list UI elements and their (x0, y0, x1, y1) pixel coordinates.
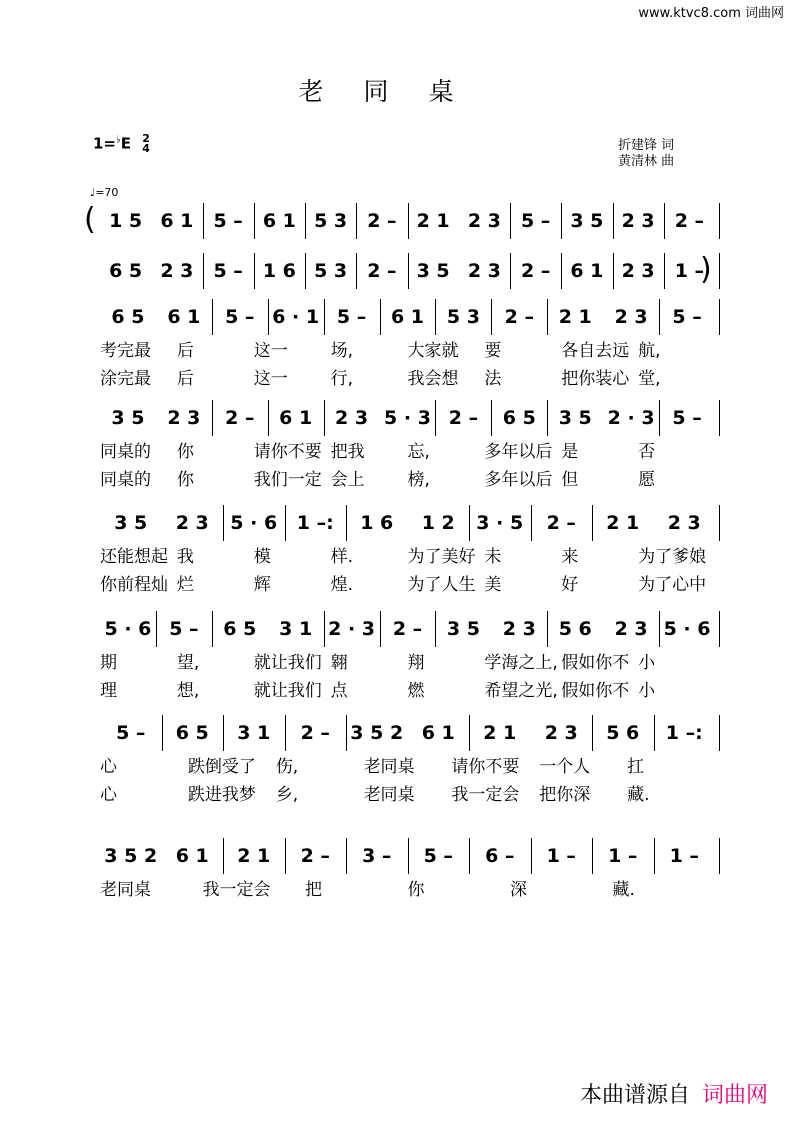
bar-line (654, 715, 655, 751)
note-group: 5 – (116, 722, 146, 744)
lyric-word: 小 (638, 681, 656, 701)
lyric-word: 翔 (407, 653, 425, 673)
note-group: 2 – (448, 407, 479, 429)
note-group: 1 2 (421, 512, 455, 534)
lyric-word: 请你不要 (253, 442, 322, 462)
lyric-word: 后 (176, 341, 194, 361)
bar-line (719, 505, 720, 541)
bar-line (324, 400, 325, 436)
lyric-word: 为了美好 (407, 547, 476, 567)
note-group: 2 · 3 (328, 618, 376, 640)
note-group: 6 5 (223, 618, 257, 640)
bar-line (285, 715, 286, 751)
note-group: 2 3 (621, 210, 655, 232)
lyric-word: 我们一定 (253, 470, 322, 490)
note-group: 1 – (546, 845, 576, 867)
lyric-word: 深 (510, 880, 527, 900)
page-title: 老同桌 (298, 77, 494, 106)
note-group: 5 3 (314, 260, 348, 282)
note-group: 3 5 2 (350, 722, 404, 744)
lyric-word: 考完最 (100, 341, 151, 361)
note-group: 2 – (504, 306, 534, 328)
note-group: 1 –: (665, 722, 703, 744)
bar-line (719, 253, 720, 289)
lyric-word: 后 (176, 369, 194, 389)
note-group: 1 – (669, 845, 699, 867)
note-group: 2 3 (467, 260, 501, 282)
lyric-word: 想, (176, 681, 200, 701)
lyric-word: 否 (638, 442, 656, 462)
note-group: 2 – (367, 210, 397, 232)
bar-line (223, 505, 224, 541)
lyric-word: 假如你不 (561, 681, 630, 701)
lyric-word: 为了心中 (638, 575, 707, 595)
note-group: 6 1 (390, 306, 425, 328)
lyric-word: 期 (100, 653, 117, 673)
bar-line (305, 203, 306, 239)
lyric-word: 这一 (253, 369, 288, 389)
bar-line (162, 715, 163, 751)
note-group: 5 · 6 (104, 618, 152, 640)
note-group: 5 · 6 (663, 618, 711, 640)
bar-line (254, 203, 255, 239)
note-group: 6 1 (262, 210, 296, 232)
note-group: 3 5 (570, 210, 604, 232)
note-group: 2 3 (467, 210, 501, 232)
bar-line (659, 400, 660, 436)
bar-line (664, 203, 665, 239)
note-group: 6 1 (175, 845, 209, 867)
bar-line (592, 505, 593, 541)
note-group: 2 – (392, 618, 423, 640)
lyric-word: 把我 (330, 442, 365, 462)
time-signature: 2 4 (142, 132, 150, 155)
note-group: 2 3 (175, 512, 209, 534)
lyric-word: 你 (407, 880, 425, 900)
bar-line (719, 838, 720, 874)
lyric-word: 未 (484, 547, 502, 567)
intro-close-paren: ) (700, 252, 712, 287)
lyric-word: 一个人 (539, 757, 591, 777)
note-group: 6 5 (109, 260, 143, 282)
bar-line (324, 611, 325, 647)
lyric-word: 堂, (638, 369, 661, 389)
lyric-word: 辉 (253, 575, 271, 595)
bar-line (346, 715, 347, 751)
note-group: 2 3 (544, 722, 578, 744)
bar-line (719, 400, 720, 436)
note-group: 5 – (336, 306, 367, 328)
lyricist: 折建锋 词 (618, 138, 675, 153)
bar-line (547, 299, 548, 335)
bar-line (664, 253, 665, 289)
bar-line (212, 299, 213, 335)
note-group: 5 – (213, 210, 243, 232)
bar-line (254, 253, 255, 289)
bar-line (531, 838, 532, 874)
bar-line (305, 253, 306, 289)
bar-line (268, 400, 269, 436)
lyric-word: 烂 (176, 575, 194, 595)
note-group: 5 – (213, 260, 243, 282)
lyric-word: 要 (484, 341, 502, 361)
note-group: 2 – (674, 210, 705, 232)
lyric-word: 跌进我梦 (187, 785, 256, 805)
bar-line (408, 253, 409, 289)
lyric-word: 煌. (330, 575, 354, 595)
lyric-word: 就让我们 (253, 653, 322, 673)
composer: 黄清林 曲 (618, 154, 675, 169)
bar-line (356, 203, 357, 239)
lyric-word: 点 (330, 681, 348, 701)
note-group: 2 3 (667, 512, 701, 534)
bar-line (268, 299, 269, 335)
bar-line (223, 715, 224, 751)
note-group: 5 – (225, 306, 255, 328)
note-group: 2 1 (606, 512, 640, 534)
bar-line (613, 253, 614, 289)
lyric-word: 学海之上, (484, 653, 558, 673)
lyric-word: 就让我们 (253, 681, 322, 701)
lyric-word: 同桌的 (100, 442, 151, 462)
lyric-word: 你 (176, 442, 194, 462)
intro-open-paren: ( (84, 202, 96, 237)
lyric-word: 小 (638, 653, 656, 673)
lyric-word: 翱 (330, 653, 348, 673)
bar-line (719, 299, 720, 335)
note-group: 5 6 (558, 618, 592, 640)
bar-line (613, 203, 614, 239)
note-group: 3 5 (446, 618, 480, 640)
note-group: 3 5 (558, 407, 592, 429)
note-group: 2 1 (483, 722, 517, 744)
bar-line (285, 505, 286, 541)
lyric-word: 会上 (330, 470, 365, 490)
note-group: 2 3 (160, 260, 194, 282)
footer-brand: 词曲网 (701, 1083, 768, 1108)
lyric-word: 美 (484, 575, 502, 595)
lyric-word: 望, (176, 653, 200, 673)
bar-line (547, 611, 548, 647)
note-group: 3 5 (114, 512, 148, 534)
note-group: 6 5 (175, 722, 209, 744)
bar-line (435, 611, 436, 647)
note-group: 3 – (362, 845, 392, 867)
lyric-word: 场, (330, 341, 354, 361)
lyric-word: 藏. (612, 880, 635, 900)
tempo-marking: ♩=70 (90, 186, 119, 199)
note-group: 5 3 (314, 210, 348, 232)
note-group: 1 6 (262, 260, 296, 282)
bar-line (408, 203, 409, 239)
lyric-word: 我会想 (407, 369, 459, 389)
bar-line (561, 203, 562, 239)
lyric-word: 为了人生 (407, 575, 476, 595)
lyric-word: 请你不要 (451, 757, 520, 777)
lyric-word: 跌倒受了 (187, 757, 256, 777)
note-group: 5 – (423, 845, 453, 867)
bar-line (380, 299, 381, 335)
bar-line (223, 838, 224, 874)
lyric-word: 你前程灿 (100, 575, 168, 595)
lyric-word: 乡, (275, 785, 299, 805)
note-group: 2 – (300, 722, 330, 744)
lyric-word: 为了爹娘 (638, 547, 707, 567)
note-group: 1 5 (109, 210, 143, 232)
bar-line (203, 203, 204, 239)
note-group: 2 – (367, 260, 397, 282)
lyric-word: 假如你不 (561, 653, 630, 673)
lyric-word: 模 (253, 547, 271, 567)
note-group: 2 3 (621, 260, 655, 282)
lyric-word: 忘, (407, 442, 430, 462)
note-group: 2 · 3 (607, 407, 655, 429)
bar-line (654, 838, 655, 874)
note-group: 3 5 (416, 260, 450, 282)
lyric-word: 希望之光, (484, 681, 558, 701)
lyric-word: 伤, (275, 757, 299, 777)
note-group: 3 1 (237, 722, 271, 744)
note-group: 5 – (520, 210, 551, 232)
key-signature: 1=♭E 2 4 (93, 132, 150, 155)
note-group: 6 1 (570, 260, 604, 282)
lyric-word: 愿 (638, 470, 656, 490)
note-group: 5 · 3 (384, 407, 431, 429)
bar-line (435, 299, 436, 335)
lyric-word: 把你深 (539, 785, 591, 805)
lyric-word: 心 (100, 785, 117, 805)
bar-line (510, 253, 511, 289)
bar-line (324, 299, 325, 335)
note-group: 2 3 (614, 618, 648, 640)
note-group: 3 5 (111, 407, 145, 429)
bar-line (592, 715, 593, 751)
note-group: 5 · 6 (230, 512, 278, 534)
note-group: 2 3 (502, 618, 536, 640)
bar-line (547, 400, 548, 436)
lyric-word: 榜, (407, 470, 430, 490)
lyric-word: 我一定会 (202, 880, 271, 900)
credits (618, 138, 674, 170)
lyric-word: 是 (561, 442, 579, 462)
lyric-word: 好 (561, 575, 579, 595)
lyric-word: 扛 (627, 757, 645, 777)
lyric-word: 我一定会 (451, 785, 520, 805)
lyric-word: 心 (100, 757, 117, 777)
lyric-word: 老同桌 (100, 880, 151, 900)
lyric-word: 老同桌 (363, 757, 415, 777)
bar-line (469, 838, 470, 874)
bar-line (380, 611, 381, 647)
note-group: 6 · 1 (272, 306, 320, 328)
note-group: 6 1 (160, 210, 194, 232)
note-group: 6 5 (502, 407, 536, 429)
note-group: 2 – (300, 845, 330, 867)
bar-line (659, 299, 660, 335)
lyric-word: 把 (305, 880, 322, 900)
note-group: 5 – (672, 407, 702, 429)
note-group: 3 1 (279, 618, 313, 640)
note-group: 1 –: (296, 512, 334, 534)
note-group: 6 1 (279, 407, 313, 429)
bar-line (346, 505, 347, 541)
note-group: 2 3 (167, 407, 201, 429)
note-group: 6 1 (421, 722, 455, 744)
bar-line (435, 400, 436, 436)
bar-line (659, 611, 660, 647)
bar-line (561, 253, 562, 289)
lyric-word: 航, (638, 341, 661, 361)
lyric-word: 但 (561, 470, 579, 490)
note-group: 2 1 (237, 845, 271, 867)
lyric-word: 把你装心 (561, 369, 630, 389)
site-watermark: www.ktvc8.com 词曲网 (638, 6, 784, 21)
note-group: 2 1 (558, 306, 592, 328)
note-group: 3 5 2 (104, 845, 158, 867)
lyric-word: 我 (176, 547, 194, 567)
note-group: 1 6 (360, 512, 394, 534)
bar-line (531, 505, 532, 541)
bar-line (156, 611, 157, 647)
lyric-word: 行, (330, 369, 354, 389)
note-group: 2 3 (614, 306, 648, 328)
lyric-word: 你 (176, 470, 194, 490)
bar-line (510, 203, 511, 239)
note-group: 2 1 (416, 210, 450, 232)
lyric-word: 这一 (253, 341, 288, 361)
bar-line (719, 611, 720, 647)
note-group: 3 · 5 (476, 512, 524, 534)
bar-line (346, 838, 347, 874)
lyric-word: 同桌的 (100, 470, 151, 490)
lyric-word: 来 (561, 547, 579, 567)
note-group: 6 5 (111, 306, 145, 328)
bar-line (719, 715, 720, 751)
lyric-word: 多年以后 (484, 470, 553, 490)
bar-line (592, 838, 593, 874)
bar-line (212, 611, 213, 647)
bar-line (719, 203, 720, 239)
lyric-word: 各自去远 (561, 341, 630, 361)
footer: 本曲谱源自 词曲网 (579, 1083, 768, 1108)
lyric-word: 理 (100, 681, 117, 701)
bar-line (212, 400, 213, 436)
note-group: 5 6 (606, 722, 640, 744)
note-group: 5 – (672, 306, 702, 328)
bar-line (356, 253, 357, 289)
note-group: 2 – (546, 512, 576, 534)
bar-line (491, 400, 492, 436)
lyric-word: 藏. (627, 785, 650, 805)
lyric-word: 多年以后 (484, 442, 553, 462)
note-group: 6 – (485, 845, 515, 867)
note-group: 6 1 (167, 306, 201, 328)
bar-line (469, 505, 470, 541)
lyric-word: 样. (330, 547, 354, 567)
note-group: 5 3 (446, 306, 480, 328)
lyric-word: 老同桌 (363, 785, 415, 805)
bar-line (491, 299, 492, 335)
note-group: 2 – (225, 407, 255, 429)
note-group: 1 – (674, 260, 705, 282)
lyric-word: 燃 (407, 681, 425, 701)
bar-line (203, 253, 204, 289)
bar-line (285, 838, 286, 874)
note-group: 2 3 (335, 407, 369, 429)
note-group: 5 – (169, 618, 199, 640)
bar-line (469, 715, 470, 751)
note-group: 1 – (608, 845, 638, 867)
lyric-word: 大家就 (407, 341, 459, 361)
lyric-word: 涂完最 (100, 369, 151, 389)
lyric-word: 还能想起 (100, 547, 168, 567)
note-group: 2 – (520, 260, 551, 282)
lyric-word: 法 (484, 369, 502, 389)
bar-line (408, 838, 409, 874)
